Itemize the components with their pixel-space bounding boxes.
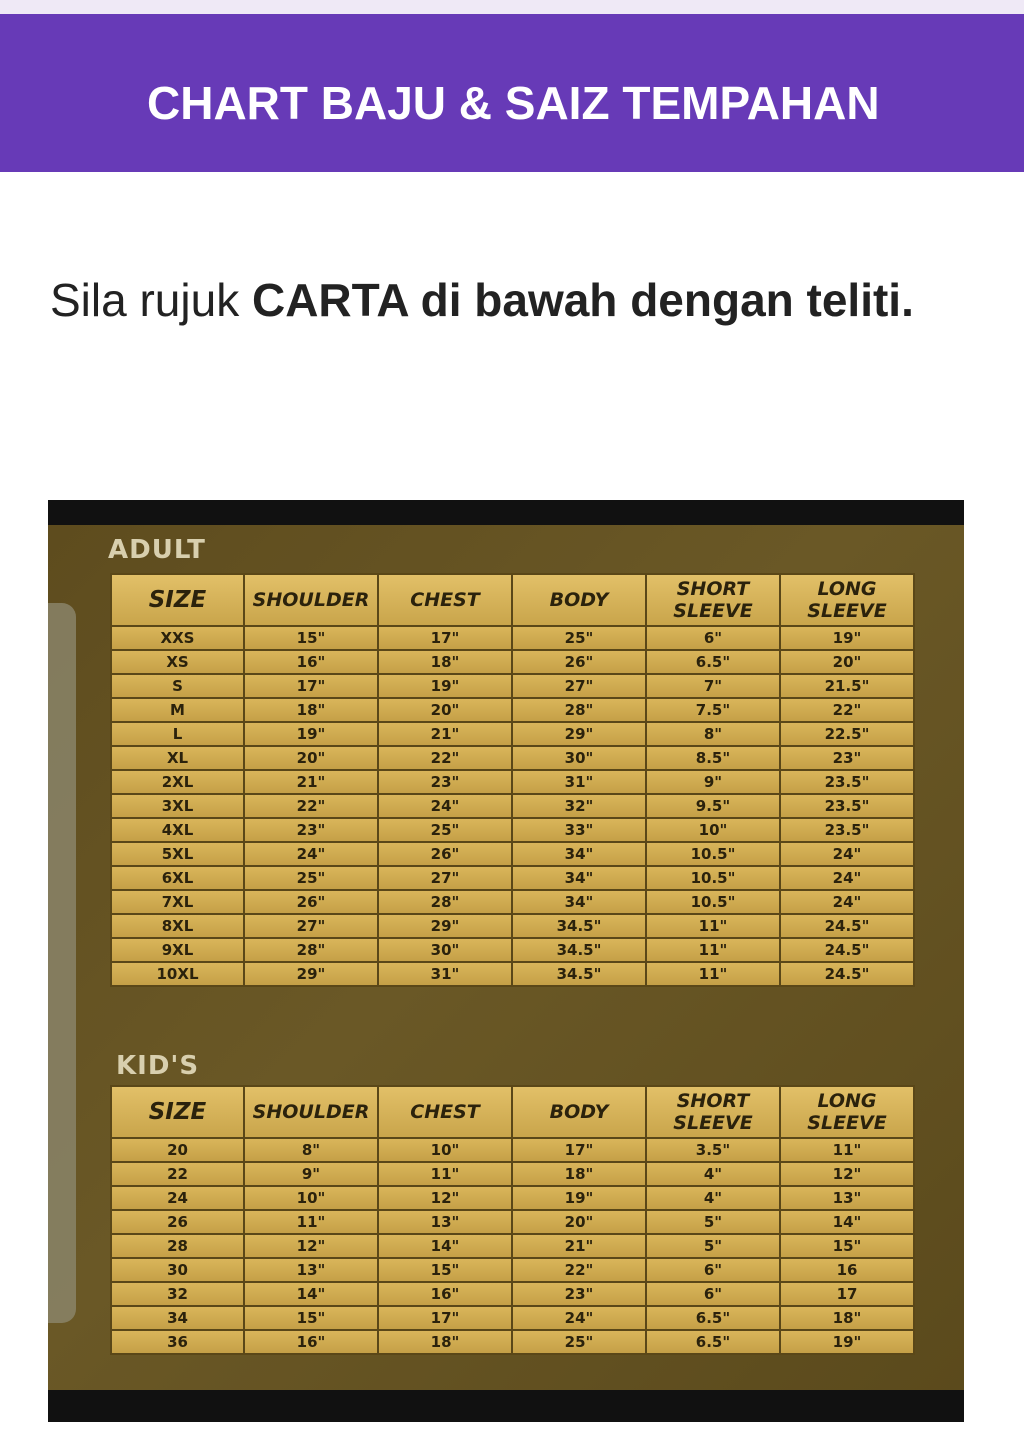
adult-table-cell: 34.5" [512,962,646,986]
kids-table-cell: 17 [780,1282,914,1306]
kids-table-cell: 19" [780,1330,914,1354]
adult-table-cell: 28" [512,698,646,722]
adult-table-cell: 19" [244,722,378,746]
adult-table-cell: 7XL [111,890,244,914]
adult-table-cell: 21.5" [780,674,914,698]
kids-table-row [111,1258,914,1282]
kids-table-cell: 16" [378,1282,512,1306]
kids-table-cell: 23" [512,1282,646,1306]
kids-table-cell: 15" [378,1258,512,1282]
adult-table-cell: 15" [244,626,378,650]
adult-table-cell: 18" [378,650,512,674]
adult-table-cell: 3XL [111,794,244,818]
adult-label: ADULT [108,535,206,565]
adult-table-row [111,818,914,842]
kids-table-cell: 22 [111,1162,244,1186]
side-decoration [48,603,76,1323]
adult-table-cell: 11" [646,914,780,938]
kids-table-cell: 13" [244,1258,378,1282]
kids-table-cell: 16 [780,1258,914,1282]
adult-table-cell: 34.5" [512,914,646,938]
adult-table-cell: 9XL [111,938,244,962]
adult-table-cell: 17" [244,674,378,698]
kids-table-row [111,1282,914,1306]
kids-table-cell: 24 [111,1186,244,1210]
adult-table-row [111,650,914,674]
adult-col-header: CHEST [378,574,512,626]
adult-table-cell: 24" [780,890,914,914]
kids-table-cell: 34 [111,1306,244,1330]
adult-table-cell: 11" [646,938,780,962]
adult-table-cell: 30" [512,746,646,770]
intro-text [50,258,970,342]
kids-table-cell: 9" [244,1162,378,1186]
kids-table-row [111,1162,914,1186]
adult-table-cell: 6" [646,626,780,650]
adult-table-cell: 24" [780,866,914,890]
kids-table-cell: 4" [646,1162,780,1186]
adult-table-cell: 22" [244,794,378,818]
adult-table-cell: 20" [244,746,378,770]
adult-table-row [111,938,914,962]
kids-table-cell: 6.5" [646,1306,780,1330]
kids-table-cell: 17" [512,1138,646,1162]
kids-table-cell: 6.5" [646,1330,780,1354]
kids-col-header: LONG SLEEVE [780,1086,914,1138]
adult-table-row [111,794,914,818]
kids-table-row [111,1210,914,1234]
kids-table-cell: 11" [780,1138,914,1162]
kids-table-cell: 15" [244,1306,378,1330]
kids-table-cell: 11" [244,1210,378,1234]
kids-table-row [111,1234,914,1258]
adult-table-cell: 2XL [111,770,244,794]
adult-table-cell: 21" [378,722,512,746]
page-header [0,14,1024,172]
kids-table-cell: 18" [512,1162,646,1186]
adult-table-cell: 32" [512,794,646,818]
page-title: CHART BAJU & SAIZ TEMPAHAN [147,77,880,129]
kids-table-cell: 22" [512,1258,646,1282]
size-chart-image [48,500,964,1422]
kids-table-cell: 6" [646,1258,780,1282]
intro-plain: Sila rujuk [50,274,252,326]
adult-table-cell: 29" [244,962,378,986]
kids-col-header: SHOULDER [244,1086,378,1138]
kids-table-cell: 3.5" [646,1138,780,1162]
kids-table-cell: 14" [244,1282,378,1306]
kids-table-cell: 5" [646,1234,780,1258]
kids-table-cell: 20" [512,1210,646,1234]
kids-table-cell: 14" [780,1210,914,1234]
adult-table-cell: 26" [512,650,646,674]
adult-table-row [111,842,914,866]
adult-table-cell: 20" [780,650,914,674]
adult-table-cell: S [111,674,244,698]
adult-table-cell: 26" [244,890,378,914]
kids-col-header: SIZE [111,1086,244,1138]
adult-table-cell: 10" [646,818,780,842]
adult-table-cell: 24" [244,842,378,866]
adult-table-cell: 7" [646,674,780,698]
kids-table-row [111,1330,914,1354]
kids-table-cell: 17" [378,1306,512,1330]
adult-table-cell: 19" [780,626,914,650]
adult-table-cell: 34" [512,842,646,866]
adult-table-cell: 23.5" [780,794,914,818]
adult-table-cell: 17" [378,626,512,650]
adult-table-row [111,722,914,746]
kids-table-cell: 12" [378,1186,512,1210]
adult-table-cell: L [111,722,244,746]
adult-table-cell: 25" [244,866,378,890]
adult-table-cell: 10.5" [646,866,780,890]
kids-table-cell: 4" [646,1186,780,1210]
adult-col-header: SHORT SLEEVE [646,574,780,626]
adult-col-header: LONG SLEEVE [780,574,914,626]
kids-table-cell: 18" [378,1330,512,1354]
adult-table-cell: 24.5" [780,938,914,962]
kids-table-cell: 10" [244,1186,378,1210]
adult-table-cell: XS [111,650,244,674]
adult-table-cell: 31" [378,962,512,986]
adult-table-cell: 31" [512,770,646,794]
adult-table-cell: 4XL [111,818,244,842]
kids-col-header: CHEST [378,1086,512,1138]
kids-table-cell: 20 [111,1138,244,1162]
kids-col-header: BODY [512,1086,646,1138]
adult-table-cell: 27" [378,866,512,890]
adult-table-cell: 22.5" [780,722,914,746]
adult-table-cell: 18" [244,698,378,722]
adult-table-cell: 10.5" [646,890,780,914]
kids-label: KID'S [116,1051,200,1081]
adult-table-cell: 10XL [111,962,244,986]
adult-table-cell: 16" [244,650,378,674]
adult-table-row [111,962,914,986]
adult-table-cell: 23.5" [780,770,914,794]
adult-col-header: BODY [512,574,646,626]
kids-table-cell: 14" [378,1234,512,1258]
adult-table-cell: 5XL [111,842,244,866]
adult-table-cell: 34" [512,866,646,890]
adult-table-row [111,626,914,650]
adult-table-cell: 19" [378,674,512,698]
kids-table-row [111,1138,914,1162]
adult-table-cell: 26" [378,842,512,866]
adult-table-cell: 8" [646,722,780,746]
adult-table-cell: 6XL [111,866,244,890]
adult-table-cell: 24.5" [780,914,914,938]
adult-table-cell: 10.5" [646,842,780,866]
adult-table-cell: 23" [378,770,512,794]
adult-table-cell: 23.5" [780,818,914,842]
adult-table-cell: 34.5" [512,938,646,962]
adult-table-cell: 8XL [111,914,244,938]
adult-table-row [111,890,914,914]
kids-table-cell: 18" [780,1306,914,1330]
adult-table-cell: 34" [512,890,646,914]
kids-size-table [110,1085,915,1355]
adult-table-cell: 9.5" [646,794,780,818]
adult-table-cell: 21" [244,770,378,794]
adult-table-cell: 24" [378,794,512,818]
adult-table-cell: 22" [378,746,512,770]
adult-table-cell: 20" [378,698,512,722]
kids-table-cell: 32 [111,1282,244,1306]
adult-table-row [111,746,914,770]
kids-table-cell: 5" [646,1210,780,1234]
adult-size-table [110,573,915,987]
kids-table-cell: 24" [512,1306,646,1330]
adult-table-cell: M [111,698,244,722]
adult-table-cell: 23" [244,818,378,842]
adult-table-cell: 25" [378,818,512,842]
adult-table-cell: XXS [111,626,244,650]
kids-table-cell: 19" [512,1186,646,1210]
kids-table-cell: 25" [512,1330,646,1354]
adult-table-cell: 7.5" [646,698,780,722]
kids-table-cell: 12" [244,1234,378,1258]
adult-table-cell: 29" [378,914,512,938]
adult-table-cell: 22" [780,698,914,722]
adult-table-row [111,914,914,938]
kids-table-cell: 12" [780,1162,914,1186]
kids-table-cell: 36 [111,1330,244,1354]
adult-table-cell: 27" [244,914,378,938]
kids-table-cell: 16" [244,1330,378,1354]
kids-table-cell: 15" [780,1234,914,1258]
adult-table-cell: 30" [378,938,512,962]
kids-table-cell: 21" [512,1234,646,1258]
kids-col-header: SHORT SLEEVE [646,1086,780,1138]
adult-col-header: SIZE [111,574,244,626]
kids-table-cell: 6" [646,1282,780,1306]
adult-table-cell: 23" [780,746,914,770]
adult-table-row [111,674,914,698]
kids-table-cell: 10" [378,1138,512,1162]
size-chart-panel [48,525,964,1390]
adult-table-cell: 8.5" [646,746,780,770]
adult-table-cell: XL [111,746,244,770]
kids-table-cell: 11" [378,1162,512,1186]
adult-table-row [111,866,914,890]
adult-table-cell: 24" [780,842,914,866]
kids-table-cell: 28 [111,1234,244,1258]
adult-table-row [111,770,914,794]
adult-table-cell: 6.5" [646,650,780,674]
kids-table-cell: 8" [244,1138,378,1162]
adult-table-row [111,698,914,722]
adult-table-cell: 11" [646,962,780,986]
adult-col-header: SHOULDER [244,574,378,626]
kids-table-cell: 13" [780,1186,914,1210]
adult-table-cell: 28" [244,938,378,962]
kids-table-cell: 13" [378,1210,512,1234]
kids-table-row [111,1306,914,1330]
adult-table-cell: 29" [512,722,646,746]
status-strip [0,0,1024,14]
adult-table-cell: 25" [512,626,646,650]
adult-table-cell: 28" [378,890,512,914]
adult-table-cell: 27" [512,674,646,698]
adult-table-cell: 9" [646,770,780,794]
adult-table-cell: 24.5" [780,962,914,986]
intro-bold: CARTA di bawah dengan teliti. [251,274,914,326]
kids-table-cell: 30 [111,1258,244,1282]
adult-table-cell: 33" [512,818,646,842]
kids-table-cell: 26 [111,1210,244,1234]
kids-table-row [111,1186,914,1210]
